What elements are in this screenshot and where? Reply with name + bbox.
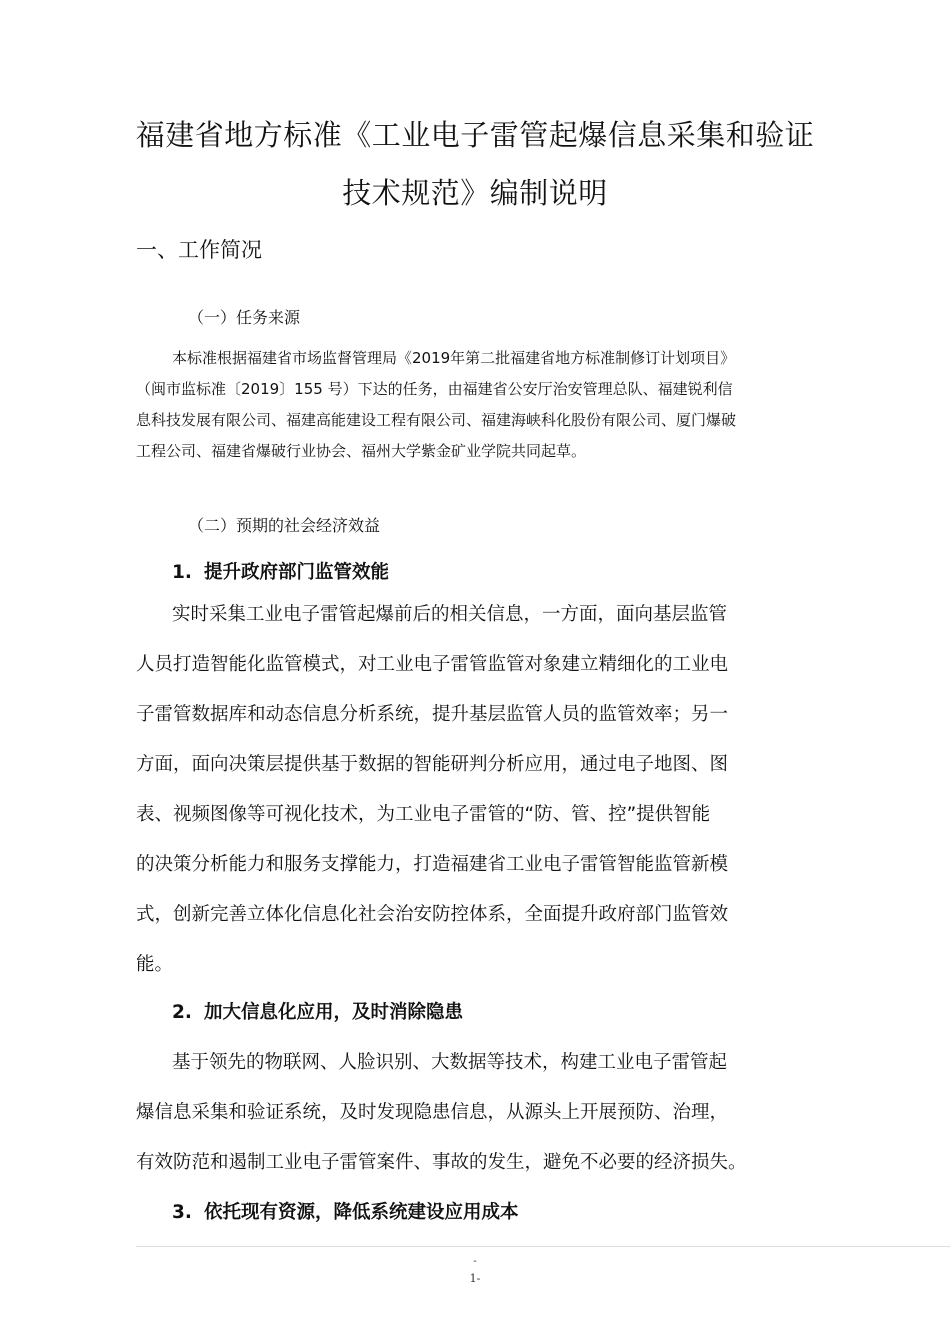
section-heading-work-overview: 一、工作简况 (136, 238, 262, 262)
paragraph-line: 子雷管数据库和动态信息分析系统，提升基层监管人员的监管效率；另一 (136, 704, 729, 725)
paragraph-line: 人员打造智能化监管模式，对工业电子雷管监管对象建立精细化的工业电 (136, 654, 729, 675)
paragraph-line: 实时采集工业电子雷管起爆前后的相关信息，一方面，面向基层监管 (172, 604, 728, 625)
item-title: 提升政府部门监管效能 (204, 562, 390, 583)
footer-dash: - (473, 1256, 477, 1267)
paragraph-line: 基于领先的物联网、人脸识别、大数据等技术，构建工业电子雷管起 (172, 1052, 728, 1073)
subheading-task-source: （一）任务来源 (188, 308, 301, 327)
title-line-1: 福建省地方标准《工业电子雷管起爆信息采集和验证 (135, 118, 815, 152)
paragraph-line: 方面，面向决策层提供基于数据的智能研判分析应用，通过电子地图、图 (136, 754, 729, 775)
item-number: 3. (172, 1202, 192, 1223)
paragraph-line: 爆信息采集和验证系统，及时发现隐患信息，从源头上开展预防、治理， (136, 1102, 729, 1123)
paragraph-line: 的决策分析能力和服务支撑能力，打造福建省工业电子雷管智能监管新模 (136, 854, 729, 875)
paragraph-item-1 (136, 590, 826, 990)
subheading-expected-benefits: （二）预期的社会经济效益 (188, 516, 381, 535)
paragraph-line: 工程公司、福建省爆破行业协会、福州大学紫金矿业学院共同起草。 (136, 442, 587, 460)
item-title: 依托现有资源，降低系统建设应用成本 (204, 1202, 519, 1223)
paragraph-line: 表、视频图像等可视化技术，为工业电子雷管的“防、管、控”提供智能 (136, 804, 711, 825)
document-title (120, 106, 830, 222)
title-line-2: 技术规范》编制说明 (342, 176, 608, 210)
paragraph-line: 能。 (136, 954, 174, 975)
paragraph-line: 息科技发展有限公司、福建高能建设工程有限公司、福建海峡科化股份有限公司、厦门爆破 (136, 411, 737, 429)
paragraph-line: 有效防范和遏制工业电子雷管案件、事故的发生，避免不必要的经济损失。 (136, 1152, 747, 1173)
item-heading-2 (172, 997, 463, 1029)
item-title: 加大信息化应用，及时消除隐患 (204, 1002, 464, 1023)
item-heading-1 (172, 557, 389, 589)
page-number: 1- (469, 1272, 481, 1285)
paragraph-task-source (136, 343, 826, 467)
footer-divider (136, 1246, 950, 1247)
paragraph-line: 本标准根据福建省市场监督管理局《2019年第二批福建省地方标准制修订计划项目》 (172, 349, 736, 367)
item-number: 2. (172, 1002, 192, 1023)
paragraph-item-2 (136, 1038, 826, 1188)
item-heading-3 (172, 1197, 519, 1229)
paragraph-line: 式，创新完善立体化信息化社会治安防控体系，全面提升政府部门监管效 (136, 904, 729, 925)
item-number: 1. (172, 562, 192, 583)
paragraph-line: （闽市监标准〔2019〕155 号）下达的任务，由福建省公安厅治安管理总队、福建锐利信 (136, 380, 733, 398)
